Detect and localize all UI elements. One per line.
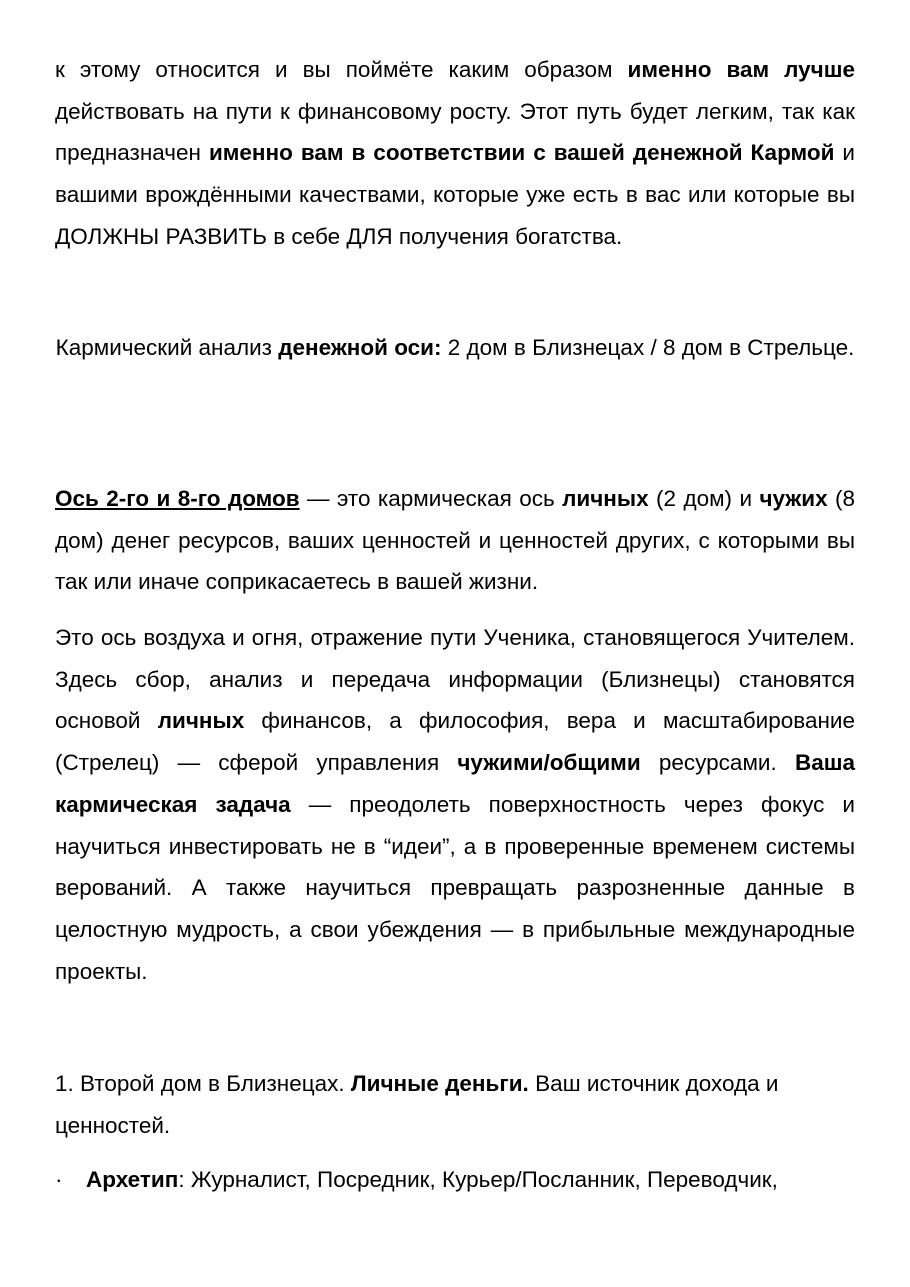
body-bold-1: личных bbox=[157, 708, 245, 734]
section-1-text-2: Ваш источник дохода и ценностей. bbox=[55, 1071, 779, 1138]
body-text-3: ресурсами. bbox=[640, 750, 795, 776]
body-text-1: Это ось воздуха и огня, отражение пути Ученика, становящегося Учителем. Здесь сбор, анализ и передача информации (Близнецы) становятся основой bbox=[55, 625, 855, 734]
axis-bold-2: чужих bbox=[759, 486, 828, 511]
intro-text-2: действовать на пути к финансовому росту. Этот путь будет легким, так как предназначен bbox=[55, 98, 855, 166]
bullet-text-1: : Журналист, Посредник, Курьер/Посланник, Переводчик, bbox=[178, 1167, 778, 1192]
section-heading bbox=[55, 327, 855, 369]
intro-bold-1: именно вам лучше bbox=[627, 57, 856, 82]
section-1-bold: Личные деньги. bbox=[350, 1071, 529, 1096]
body-bold-3: Ваша кармическая задача bbox=[55, 750, 855, 817]
section-1-heading bbox=[55, 1063, 855, 1146]
bullet-item-archetype bbox=[55, 1159, 855, 1201]
section-1-text-1: 1. Второй дом в Близнецах. bbox=[55, 1071, 351, 1096]
axis-underlined-title: Ось 2-го и 8-го домов bbox=[55, 486, 300, 511]
body-text-4: — преодолеть поверхностность через фокус и научиться инвестировать не в “идеи”, а в проверенные временем системы верований. А также научиться превращать разрозненные данные в целостную мудрость, а свои убеждения — в прибыльные международные проекты. bbox=[55, 791, 855, 984]
heading-bold: денежной оси: bbox=[278, 335, 442, 360]
axis-text-2: (2 дом) и bbox=[648, 486, 760, 511]
axis-bold-1: личных bbox=[562, 486, 649, 511]
intro-text-1: к этому относится и вы поймёте каким образом bbox=[55, 57, 628, 82]
bullet-dot: · bbox=[55, 1167, 63, 1192]
body-text-2: финансов, а философия, вера и масштабирование (Стрелец) — сферой управления bbox=[55, 708, 855, 776]
bullet-bold: Архетип bbox=[86, 1167, 179, 1192]
axis-paragraph bbox=[55, 478, 855, 603]
intro-bold-2: именно вам в соответствии с вашей денежной Кармой bbox=[208, 140, 835, 166]
body-paragraph bbox=[55, 617, 855, 992]
intro-text-3: и вашими врождёнными качествами, которые уже есть в вас или которые вы ДОЛЖНЫ РАЗВИТЬ в себе ДЛЯ получения богатства. bbox=[55, 140, 855, 249]
axis-text-3: (8 дом) денег ресурсов, ваших ценностей и ценностей других, с которыми вы так или иначе соприкасаетесь в вашей жизни. bbox=[55, 486, 856, 595]
heading-text-2: 2 дом в Близнецах / 8 дом в Стрельце. bbox=[441, 335, 855, 360]
body-bold-2: чужими/общими bbox=[457, 750, 641, 776]
bullet-text bbox=[86, 1159, 855, 1201]
intro-paragraph bbox=[55, 49, 855, 258]
heading-text-1: Кармический анализ bbox=[55, 335, 279, 360]
axis-text-1: — это кармическая ось bbox=[299, 486, 563, 511]
